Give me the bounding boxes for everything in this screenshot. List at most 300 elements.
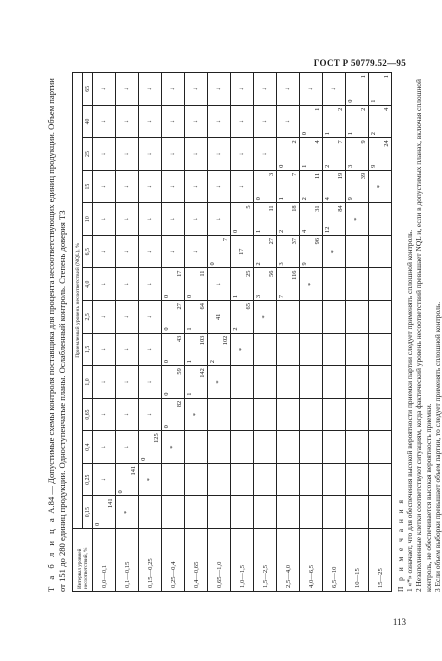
plan-cell (254, 138, 277, 171)
down-arrow-icon: ↓ (169, 87, 176, 91)
acceptance-number: 0 (186, 294, 193, 299)
plan-cell (254, 170, 277, 203)
table-row (323, 73, 346, 592)
plan-cell (162, 105, 185, 138)
plan-cell (300, 496, 323, 529)
acceptance-number: 1 (301, 164, 308, 168)
acceptance-number: 2 (370, 132, 377, 136)
plan-cell (277, 333, 300, 366)
plan-cell (254, 235, 277, 268)
acceptance-number: 0 (94, 522, 101, 526)
sample-size: 2 (291, 140, 298, 144)
plan-cell (346, 398, 369, 431)
plan-cell (185, 398, 208, 431)
plan-cell (185, 431, 208, 464)
plan-cell (116, 170, 139, 203)
note-3: 3 Если объем выборки превышает объем партии, то следует применять сплошной контроль. (432, 301, 442, 592)
cell-mark: 17 (238, 248, 245, 255)
down-arrow-icon: ↓ (146, 282, 153, 286)
plan-cell (93, 73, 116, 106)
plan-cell (162, 235, 185, 268)
plan-cell (116, 301, 139, 334)
cell-mark: * (238, 347, 245, 352)
down-arrow-icon: ↓ (169, 217, 176, 221)
plan-cell (116, 333, 139, 366)
sample-size: 27 (268, 237, 275, 245)
acceptance-number: 7 (278, 294, 285, 299)
down-arrow-icon: ↓ (238, 185, 245, 189)
plan-cell (208, 235, 231, 268)
plan-cell (277, 170, 300, 203)
plan-cell (346, 105, 369, 138)
plan-cell (139, 496, 162, 529)
plan-cell (208, 301, 231, 334)
acceptance-number: 1 (370, 99, 377, 103)
down-arrow-icon: ↓ (238, 152, 245, 156)
plan-cell (139, 333, 162, 366)
down-arrow-icon: ↓ (146, 152, 153, 156)
sample-size: 116 (291, 270, 298, 280)
plan-cell (369, 170, 392, 203)
down-arrow-icon: ↓ (123, 380, 130, 384)
sample-size: 7 (291, 172, 298, 177)
plan-cell (369, 105, 392, 138)
plan-cell (369, 431, 392, 464)
plan-cell (346, 203, 369, 236)
aql-level-header: 10 (83, 203, 93, 236)
plan-cell (254, 73, 277, 106)
down-arrow-icon: ↓ (215, 217, 222, 221)
plan-cell (254, 203, 277, 236)
sample-size: 17 (176, 270, 183, 277)
aql-level-header: 40 (83, 105, 93, 138)
plan-cell (93, 333, 116, 366)
plan-cell (93, 105, 116, 138)
plan-cell (208, 431, 231, 464)
plan-cell (277, 105, 300, 138)
plan-cell (346, 301, 369, 334)
acceptance-number: 0 (209, 262, 216, 266)
down-arrow-icon: ↓ (215, 282, 222, 286)
cell-mark: * (376, 185, 383, 189)
down-arrow-icon: ↓ (146, 347, 153, 352)
plan-cell (162, 366, 185, 399)
cell-mark: * (192, 412, 199, 417)
acceptance-number: 1 (186, 327, 193, 331)
table-row (277, 73, 300, 592)
plan-cell (369, 496, 392, 529)
plan-cell (139, 235, 162, 268)
table-row (254, 73, 277, 592)
acceptance-number: 4 (324, 197, 331, 201)
caption-label: Т а б л и ц а (46, 515, 56, 592)
plan-cell (162, 73, 185, 106)
plan-cell (185, 105, 208, 138)
plan-cell (369, 73, 392, 106)
down-arrow-icon: ↓ (215, 87, 222, 91)
aql-group-header: Приемлемый уровень несоответствий (NQL), % (73, 73, 83, 529)
sample-size: 4 (314, 140, 321, 144)
plan-cell (208, 398, 231, 431)
plan-cell (162, 170, 185, 203)
plan-cell (116, 203, 139, 236)
plan-cell (369, 268, 392, 301)
plan-cell (139, 463, 162, 496)
note-1: 1 «*» означает, что для обеспечения высокой вероятности приемки партии следует применять сплошной контроль. (405, 229, 415, 592)
plan-cell (93, 268, 116, 301)
interval-label: 0,65—1,0 (208, 529, 231, 592)
plan-cell (139, 431, 162, 464)
acceptance-number: 4 (301, 229, 308, 233)
plan-cell (369, 463, 392, 496)
plan-cell (231, 333, 254, 366)
table-row (185, 73, 208, 592)
sample-size: 5 (245, 205, 252, 209)
table-row (346, 73, 369, 592)
sample-size: 11 (268, 205, 275, 212)
plan-cell (277, 463, 300, 496)
cell-mark: * (307, 282, 314, 286)
acceptance-number: 0 (163, 327, 170, 331)
interval-label: 0,1—0,15 (116, 529, 139, 592)
plan-cell (116, 138, 139, 171)
cell-mark: * (353, 217, 360, 221)
plan-cell (185, 235, 208, 268)
interval-label: 0,15—0,25 (139, 529, 162, 592)
acceptance-number: 1 (186, 359, 193, 364)
plan-cell (93, 496, 116, 529)
aql-level-header: 15 (83, 170, 93, 203)
down-arrow-icon: ↓ (100, 217, 107, 221)
down-arrow-icon: ↓ (146, 315, 153, 319)
down-arrow-icon: ↓ (192, 217, 199, 221)
plan-cell (208, 203, 231, 236)
plan-cell (116, 496, 139, 529)
plan-cell (93, 203, 116, 236)
plan-cell (208, 333, 231, 366)
plan-cell (346, 268, 369, 301)
plan-cell (208, 105, 231, 138)
acceptance-number: 1 (324, 132, 331, 136)
plan-cell (254, 333, 277, 366)
aql-level-header: 0,25 (83, 463, 93, 496)
down-arrow-icon: ↓ (307, 87, 314, 91)
plan-cell (323, 73, 346, 106)
plan-cell (162, 333, 185, 366)
sample-size: 96 (314, 237, 321, 245)
acceptance-number: 2 (324, 164, 331, 168)
standard-code: ГОСТ Р 50779.52—95 (313, 58, 406, 68)
plan-cell (231, 431, 254, 464)
down-arrow-icon: ↓ (192, 185, 199, 189)
notes-heading: П р и м е ч а н и я (396, 498, 405, 592)
plan-cell (185, 333, 208, 366)
sample-size: 103 (199, 335, 206, 346)
acceptance-number: 0 (301, 132, 308, 136)
sample-size: 39 (360, 172, 367, 180)
down-arrow-icon: ↓ (123, 347, 130, 352)
plan-cell (93, 235, 116, 268)
plan-cell (254, 463, 277, 496)
down-arrow-icon: ↓ (330, 87, 337, 91)
plan-cell (116, 463, 139, 496)
plan-cell (185, 366, 208, 399)
sample-size: 24 (383, 140, 390, 147)
down-arrow-icon: ↓ (123, 445, 130, 449)
plan-cell (231, 496, 254, 529)
interval-label: 10—15 (346, 529, 369, 592)
sample-size: 7 (222, 237, 229, 242)
down-arrow-icon: ↓ (192, 152, 199, 156)
table-row (93, 73, 116, 592)
plan-cell (300, 398, 323, 431)
down-arrow-icon: ↓ (100, 315, 107, 319)
sample-size: 19 (337, 172, 344, 180)
down-arrow-icon: ↓ (100, 412, 107, 417)
plan-cell (300, 105, 323, 138)
sample-size: 65 (245, 303, 252, 310)
plan-cell (254, 268, 277, 301)
plan-cell (254, 398, 277, 431)
down-arrow-icon: ↓ (100, 250, 107, 254)
sample-size: 9 (360, 140, 367, 144)
interval-column-header: Интервал уровней несоответствий, % (73, 529, 93, 592)
down-arrow-icon: ↓ (100, 282, 107, 286)
plan-cell (208, 268, 231, 301)
down-arrow-icon: ↓ (169, 250, 176, 254)
plan-cell (162, 463, 185, 496)
interval-label: 0,4—0,65 (185, 529, 208, 592)
plan-cell (231, 170, 254, 203)
sample-size: 27 (176, 303, 183, 310)
acceptance-number: 0 (163, 392, 170, 396)
plan-cell (139, 105, 162, 138)
acceptance-number: 0 (347, 99, 354, 103)
acceptance-number: 2 (255, 262, 262, 266)
down-arrow-icon: ↓ (146, 380, 153, 384)
plan-cell (300, 170, 323, 203)
down-arrow-icon: ↓ (284, 119, 291, 124)
plan-cell (162, 268, 185, 301)
interval-label: 0,25—0,4 (162, 529, 185, 592)
plan-cell (323, 463, 346, 496)
acceptance-number: 2 (301, 197, 308, 201)
plan-cell (208, 170, 231, 203)
acceptance-number: 1 (347, 132, 354, 136)
plan-cell (231, 105, 254, 138)
plan-cell (116, 105, 139, 138)
down-arrow-icon: ↓ (123, 185, 130, 189)
acceptance-number: 9 (370, 164, 377, 168)
plan-cell (300, 463, 323, 496)
plan-cell (162, 496, 185, 529)
plan-cell (369, 235, 392, 268)
plan-cell (231, 398, 254, 431)
plan-cell (300, 333, 323, 366)
plan-cell (323, 366, 346, 399)
interval-label: 15—25 (369, 529, 392, 592)
plan-cell (231, 463, 254, 496)
plan-cell (323, 105, 346, 138)
plan-cell (162, 431, 185, 464)
sample-size: 2 (360, 107, 367, 111)
sample-size: 37 (291, 237, 298, 245)
aql-level-header: 0,4 (83, 431, 93, 464)
plan-cell (277, 73, 300, 106)
plan-cell (300, 235, 323, 268)
plan-cell (93, 463, 116, 496)
acceptance-number: 2 (209, 359, 216, 364)
plan-cell (231, 301, 254, 334)
acceptance-number: 1 (232, 294, 239, 299)
plan-cell (208, 138, 231, 171)
sample-size: 31 (314, 205, 321, 212)
down-arrow-icon: ↓ (192, 87, 199, 91)
plan-cell (277, 301, 300, 334)
plan-cell (139, 301, 162, 334)
plan-cell (300, 301, 323, 334)
plan-cell (208, 463, 231, 496)
plan-cell (162, 138, 185, 171)
cell-mark: * (146, 478, 153, 482)
sample-size: 1 (383, 75, 390, 79)
plan-cell (185, 268, 208, 301)
aql-level-header: 0,65 (83, 398, 93, 431)
plan-cell (185, 301, 208, 334)
plan-cell (208, 366, 231, 399)
sample-size: 18 (291, 205, 298, 212)
down-arrow-icon: ↓ (146, 119, 153, 124)
plan-cell (346, 431, 369, 464)
plan-cell (277, 431, 300, 464)
plan-cell (346, 333, 369, 366)
down-arrow-icon: ↓ (146, 87, 153, 91)
plan-cell (300, 366, 323, 399)
acceptance-number: 0 (163, 294, 170, 299)
acceptance-number: 1 (278, 197, 285, 201)
plan-cell (323, 268, 346, 301)
down-arrow-icon: ↓ (100, 119, 107, 124)
down-arrow-icon: ↓ (100, 185, 107, 189)
plan-cell (369, 366, 392, 399)
plan-cell (254, 496, 277, 529)
table-row (300, 73, 323, 592)
aql-level-header: 6,5 (83, 235, 93, 268)
acceptance-number: 3 (278, 262, 285, 266)
plan-cell (369, 333, 392, 366)
sample-size: 25 (245, 270, 252, 277)
plan-cell (254, 105, 277, 138)
interval-label: 4,0—6,5 (300, 529, 323, 592)
acceptance-number: 3 (347, 164, 354, 168)
down-arrow-icon: ↓ (123, 412, 130, 417)
plan-cell (208, 73, 231, 106)
cell-mark: * (123, 510, 130, 514)
table-row (231, 73, 254, 592)
acceptance-number: 9 (347, 197, 354, 201)
plan-cell (300, 73, 323, 106)
plan-cell (116, 431, 139, 464)
plan-cell (323, 496, 346, 529)
down-arrow-icon: ↓ (123, 315, 130, 319)
table-caption (46, 72, 68, 592)
plan-cell (93, 301, 116, 334)
plan-cell (277, 496, 300, 529)
sample-size: 141 (107, 498, 114, 509)
sample-size: 142 (199, 368, 206, 378)
plan-cell (139, 203, 162, 236)
down-arrow-icon: ↓ (123, 152, 130, 156)
plan-cell (116, 398, 139, 431)
plan-cell (185, 463, 208, 496)
plan-cell (254, 301, 277, 334)
plan-cell (323, 138, 346, 171)
cell-mark: 41 (215, 313, 222, 321)
plan-cell (277, 138, 300, 171)
table-row (116, 73, 139, 592)
down-arrow-icon: ↓ (100, 380, 107, 384)
interval-label: 2,5—4,0 (277, 529, 300, 592)
plan-cell (369, 301, 392, 334)
plan-cell (185, 73, 208, 106)
cell-mark: * (169, 445, 176, 449)
interval-label: 0,0—0,1 (93, 529, 116, 592)
interval-label: 1,5—2,5 (254, 529, 277, 592)
sample-size: 1 (360, 75, 367, 79)
acceptance-number: 0 (163, 425, 170, 429)
down-arrow-icon: ↓ (169, 119, 176, 124)
sample-size: 4 (383, 107, 390, 111)
acceptance-number: 2 (232, 327, 239, 331)
down-arrow-icon: ↓ (238, 87, 245, 91)
sample-size: 3 (268, 172, 275, 177)
sample-size: 11 (314, 172, 321, 179)
table-body (93, 73, 392, 592)
plan-cell (231, 366, 254, 399)
sample-size: 102 (222, 335, 229, 346)
plan-cell (231, 138, 254, 171)
plan-cell (139, 170, 162, 203)
down-arrow-icon: ↓ (146, 217, 153, 221)
plan-cell (277, 268, 300, 301)
sample-size: 59 (176, 368, 183, 375)
aql-level-header: 1,0 (83, 366, 93, 399)
sample-size: 11 (199, 270, 206, 277)
page-number: 113 (392, 617, 406, 627)
down-arrow-icon: ↓ (100, 347, 107, 352)
plan-cell (300, 268, 323, 301)
sample-size: 1 (314, 107, 321, 111)
down-arrow-icon: ↓ (238, 119, 245, 124)
sample-size: 84 (337, 205, 344, 212)
sample-size: 56 (268, 270, 275, 277)
acceptance-number: 0 (163, 359, 170, 364)
plan-cell (93, 170, 116, 203)
plan-cell (162, 398, 185, 431)
aql-level-header: 0,15 (83, 496, 93, 529)
plan-cell (93, 366, 116, 399)
table-row (162, 73, 185, 592)
plan-cell (277, 203, 300, 236)
sample-size: 7 (337, 140, 344, 144)
acceptance-number: 0 (232, 229, 239, 233)
acceptance-number: 0 (140, 457, 147, 461)
plan-cell (116, 235, 139, 268)
plan-cell (162, 301, 185, 334)
plan-cell (139, 398, 162, 431)
plan-cell (323, 398, 346, 431)
acceptance-number: 12 (324, 226, 331, 233)
